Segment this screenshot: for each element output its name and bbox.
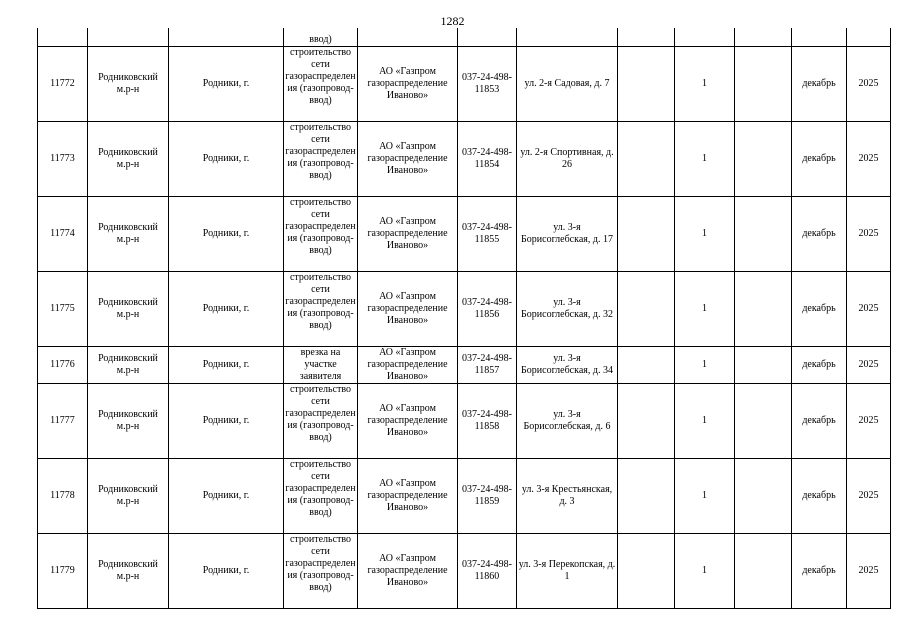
month-cell: декабрь [792,46,847,121]
count-cell: 1 [675,271,735,346]
count-cell: 1 [675,121,735,196]
address-cell: ул. 3-я Борисоглебская, д. 32 [517,271,618,346]
table-row [38,383,891,458]
locality-cell: Родники, г. [169,196,284,271]
address-cell: ул. 3-я Перекопская, д. 1 [517,533,618,608]
month-cell: декабрь [792,458,847,533]
work-type-cell: строительство сети газораспределения (газопровод-ввод) [284,196,358,271]
count-cell: 1 [675,346,735,383]
table-row [38,271,891,346]
request-code-cell: 037-24-498-11856 [458,271,517,346]
cell-empty [517,28,618,46]
address-cell: ул. 3-я Борисоглебская, д. 17 [517,196,618,271]
month-cell: декабрь [792,383,847,458]
cell-empty [847,28,891,46]
year-cell: 2025 [847,533,891,608]
request-code-cell: 037-24-498-11859 [458,458,517,533]
table-row [38,121,891,196]
district-cell: Родниковский м.р-н [88,533,169,608]
address-cell: ул. 2-я Спортивная, д. 26 [517,121,618,196]
cell-empty [792,28,847,46]
year-cell: 2025 [847,458,891,533]
record-number: 11779 [38,533,88,608]
organization-cell: АО «Газпром газораспределение Иваново» [358,121,458,196]
locality-cell: Родники, г. [169,271,284,346]
cell-empty [618,458,675,533]
work-tail-cell: ввод) [284,28,358,46]
cell-empty [618,121,675,196]
year-cell: 2025 [847,271,891,346]
district-cell: Родниковский м.р-н [88,346,169,383]
cell-empty [735,121,792,196]
table-row [38,46,891,121]
count-cell: 1 [675,533,735,608]
cell-empty [618,383,675,458]
count-cell: 1 [675,383,735,458]
district-cell: Родниковский м.р-н [88,458,169,533]
work-type-cell: строительство сети газораспределения (газопровод-ввод) [284,271,358,346]
address-cell: ул. 3-я Борисоглебская, д. 34 [517,346,618,383]
cell-empty [618,346,675,383]
year-cell: 2025 [847,383,891,458]
record-number: 11777 [38,383,88,458]
work-type-cell: строительство сети газораспределения (газопровод-ввод) [284,383,358,458]
request-code-cell: 037-24-498-11855 [458,196,517,271]
cell-empty [169,28,284,46]
organization-cell: АО «Газпром газораспределение Иваново» [358,346,458,383]
record-number: 11772 [38,46,88,121]
cell-empty [735,346,792,383]
cell-empty [735,533,792,608]
record-number: 11778 [38,458,88,533]
count-cell: 1 [675,46,735,121]
work-type-cell: строительство сети газораспределения (газопровод-ввод) [284,46,358,121]
organization-cell: АО «Газпром газораспределение Иваново» [358,46,458,121]
table-row [38,346,891,383]
table-row [38,458,891,533]
month-cell: декабрь [792,271,847,346]
cell-empty [675,28,735,46]
month-cell: декабрь [792,121,847,196]
cell-empty [458,28,517,46]
district-cell: Родниковский м.р-н [88,121,169,196]
cell-empty [38,28,88,46]
locality-cell: Родники, г. [169,458,284,533]
cell-empty [735,271,792,346]
request-code-cell: 037-24-498-11854 [458,121,517,196]
cell-empty [735,46,792,121]
continuation-row [38,28,891,46]
table-row [38,196,891,271]
table-row [38,533,891,608]
gasification-table [37,28,891,609]
cell-empty [88,28,169,46]
cell-empty [618,196,675,271]
address-cell: ул. 2-я Садовая, д. 7 [517,46,618,121]
cell-empty [618,533,675,608]
month-cell: декабрь [792,196,847,271]
cell-empty [618,271,675,346]
work-type-cell: строительство сети газораспределения (газопровод-ввод) [284,533,358,608]
district-cell: Родниковский м.р-н [88,46,169,121]
cell-empty [358,28,458,46]
organization-cell: АО «Газпром газораспределение Иваново» [358,383,458,458]
work-type-cell: строительство сети газораспределения (газопровод-ввод) [284,458,358,533]
record-number: 11776 [38,346,88,383]
locality-cell: Родники, г. [169,383,284,458]
organization-cell: АО «Газпром газораспределение Иваново» [358,533,458,608]
request-code-cell: 037-24-498-11858 [458,383,517,458]
locality-cell: Родники, г. [169,533,284,608]
record-number: 11775 [38,271,88,346]
year-cell: 2025 [847,346,891,383]
locality-cell: Родники, г. [169,121,284,196]
district-cell: Родниковский м.р-н [88,271,169,346]
page-number: 1282 [440,14,465,28]
cell-empty [735,196,792,271]
district-cell: Родниковский м.р-н [88,383,169,458]
organization-cell: АО «Газпром газораспределение Иваново» [358,458,458,533]
record-number: 11773 [38,121,88,196]
year-cell: 2025 [847,46,891,121]
district-cell: Родниковский м.р-н [88,196,169,271]
request-code-cell: 037-24-498-11853 [458,46,517,121]
cell-empty [618,28,675,46]
organization-cell: АО «Газпром газораспределение Иваново» [358,271,458,346]
cell-empty [618,46,675,121]
work-type-cell: врезка на участке заявителя [284,346,358,383]
record-number: 11774 [38,196,88,271]
year-cell: 2025 [847,196,891,271]
month-cell: декабрь [792,533,847,608]
request-code-cell: 037-24-498-11860 [458,533,517,608]
cell-empty [735,383,792,458]
month-cell: декабрь [792,346,847,383]
address-cell: ул. 3-я Борисоглебская, д. 6 [517,383,618,458]
cell-empty [735,458,792,533]
locality-cell: Родники, г. [169,346,284,383]
count-cell: 1 [675,196,735,271]
organization-cell: АО «Газпром газораспределение Иваново» [358,196,458,271]
request-code-cell: 037-24-498-11857 [458,346,517,383]
locality-cell: Родники, г. [169,46,284,121]
cell-empty [735,28,792,46]
work-type-cell: строительство сети газораспределения (газопровод-ввод) [284,121,358,196]
year-cell: 2025 [847,121,891,196]
count-cell: 1 [675,458,735,533]
address-cell: ул. 3-я Крестьянская, д. 3 [517,458,618,533]
